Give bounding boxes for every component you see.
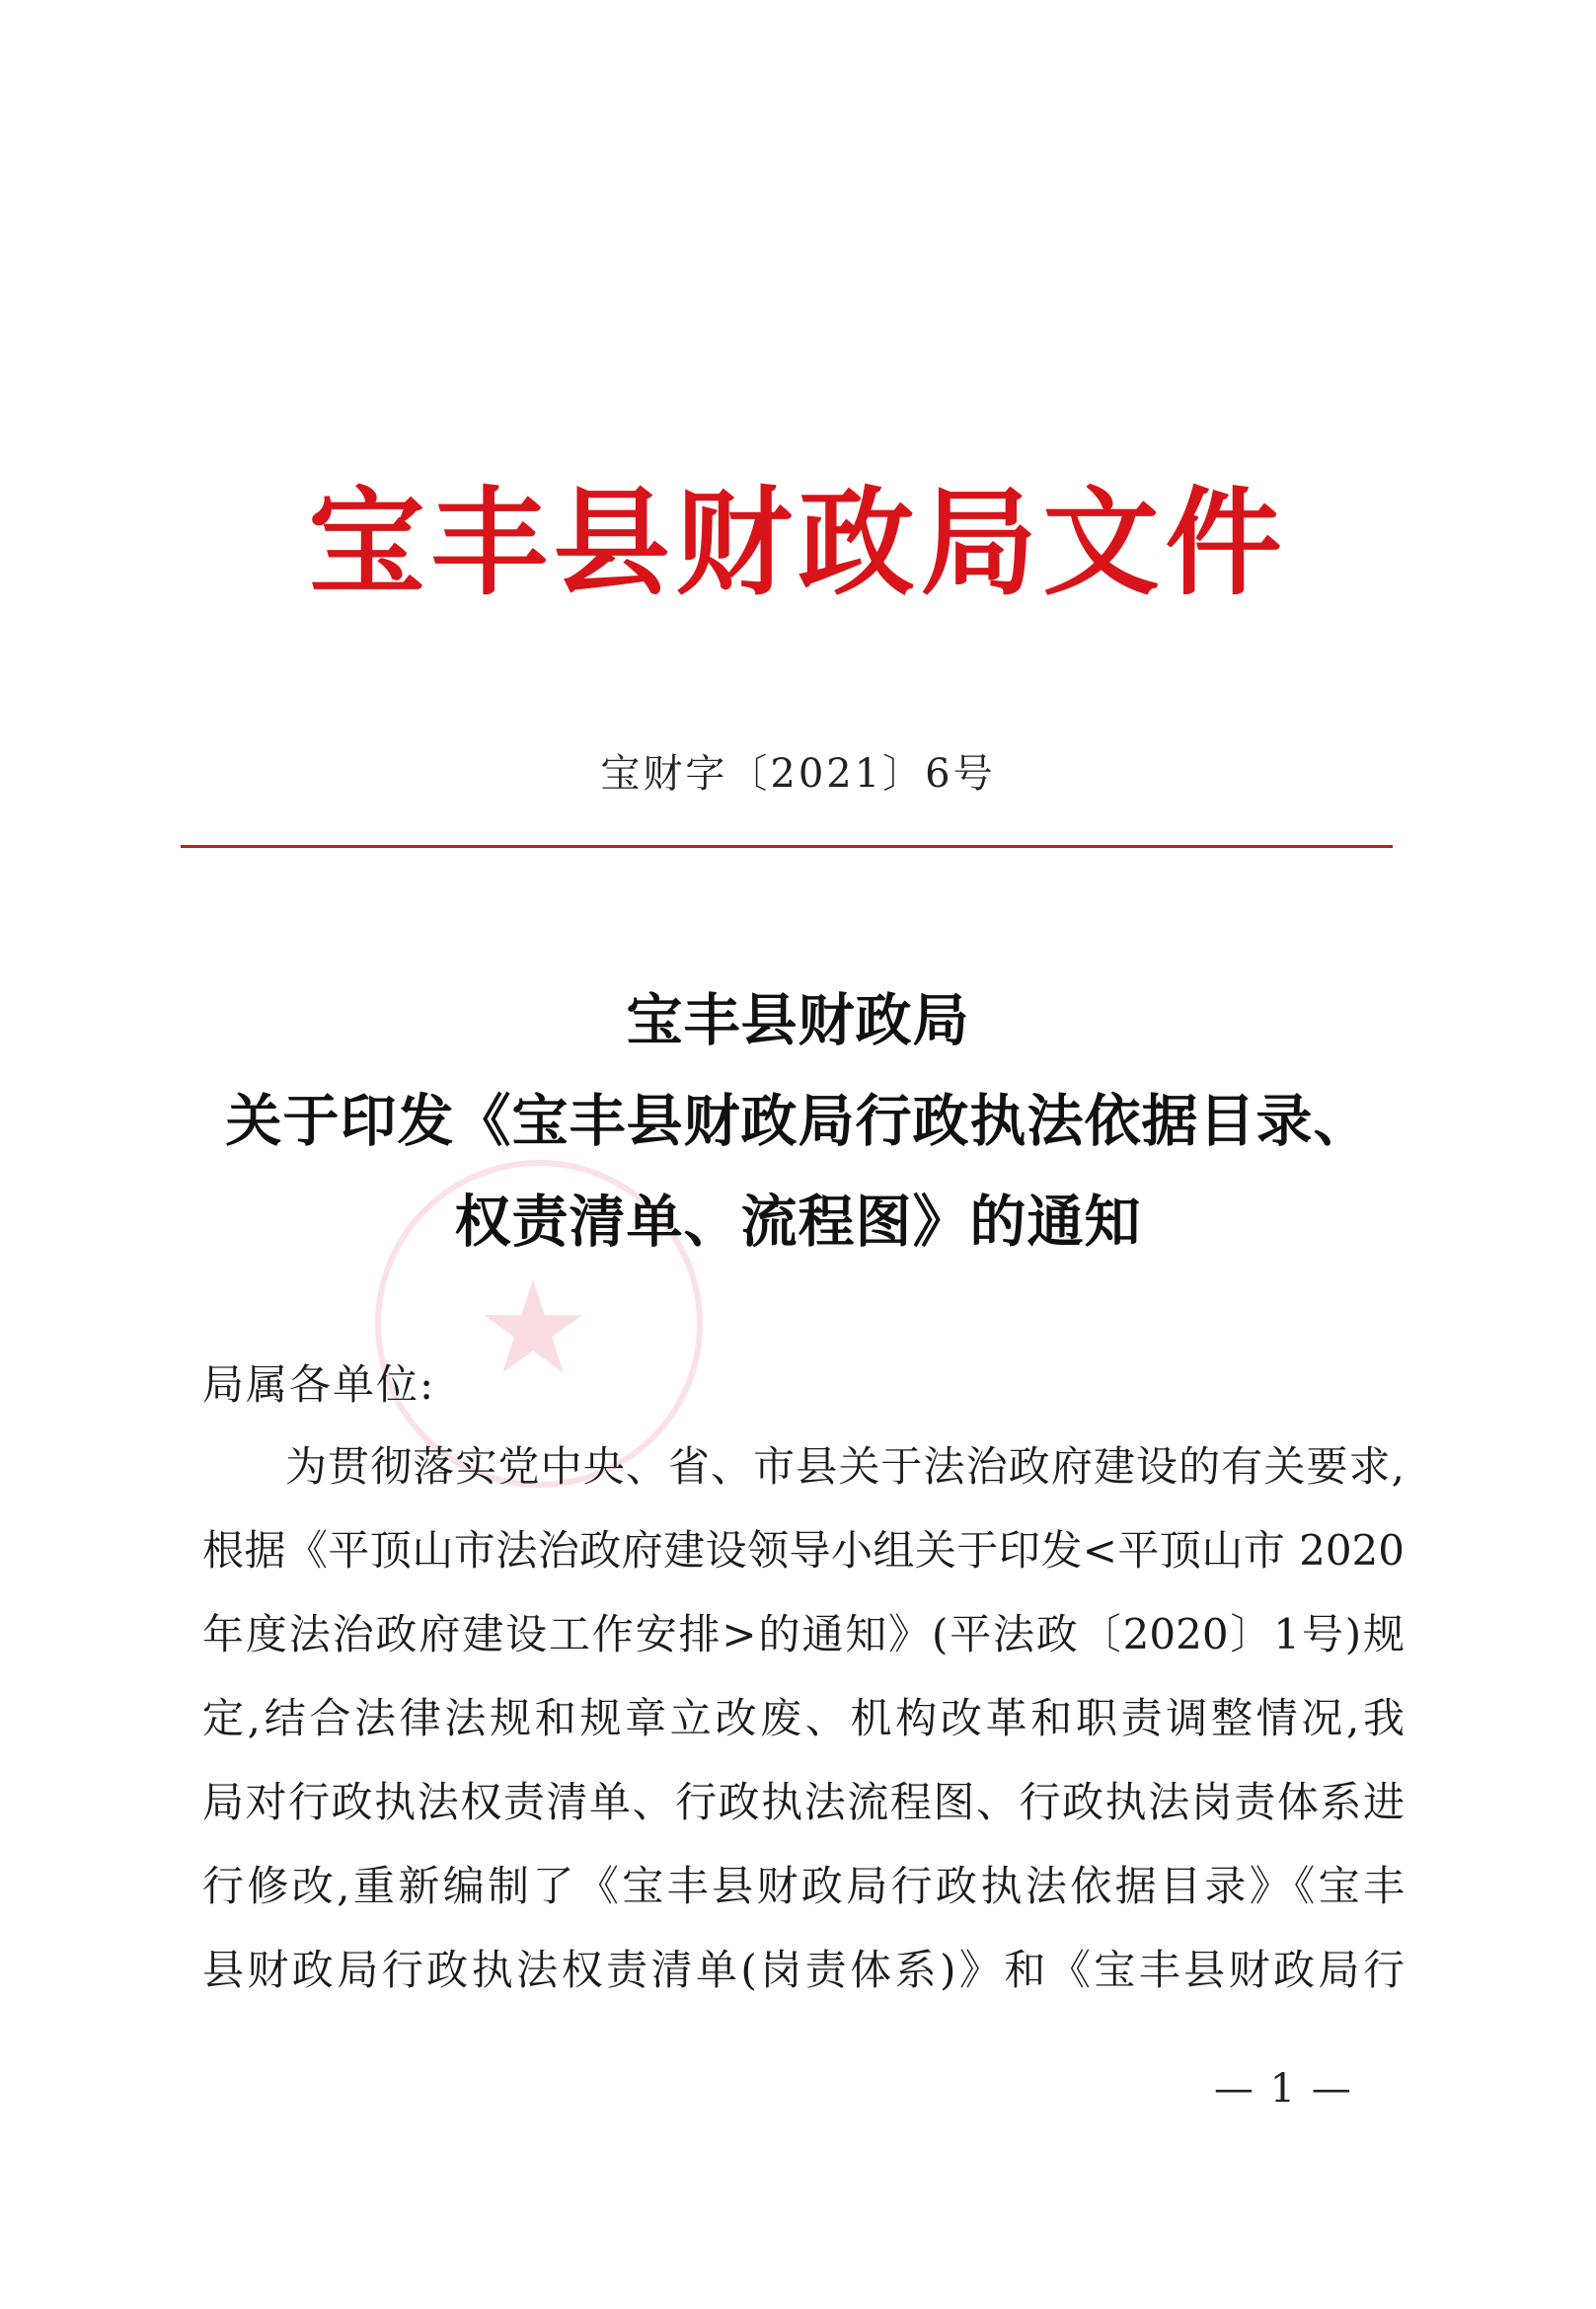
body-text-line: 定,结合法律法规和规章立改废、机构改革和职责调整情况,我 — [202, 1694, 1405, 1742]
subject-title-line-1: 宝丰县财政局 — [626, 988, 970, 1053]
body-text-line: 行修改,重新编制了《宝丰县财政局行政执法依据目录》《宝丰 — [202, 1862, 1405, 1910]
subject-title-line-3: 权责清单、流程图》的通知 — [454, 1190, 1142, 1255]
salutation: 局属各单位: — [202, 1360, 436, 1409]
body-text-line: 县财政局行政执法权责清单(岗责体系)》和《宝丰县财政局行 — [202, 1946, 1405, 1994]
document-number: 宝财字〔2021〕6号 — [600, 751, 996, 797]
body-text-line: 为贯彻落实党中央、省、市县关于法治政府建设的有关要求, — [285, 1442, 1405, 1491]
document-header-title: 宝丰县财政局文件 — [308, 474, 1288, 611]
body-text-line: 局对行政执法权责清单、行政执法流程图、行政执法岗责体系进 — [202, 1778, 1405, 1826]
body-text-line: 根据《平顶山市法治政府建设领导小组关于印发<平顶山市 2020 — [202, 1526, 1405, 1575]
red-divider-rule — [181, 845, 1393, 848]
subject-title-line-2: 关于印发《宝丰县财政局行政执法依据目录、 — [225, 1089, 1371, 1154]
page-number: — 1 — — [1214, 2066, 1353, 2112]
body-text-line: 年度法治政府建设工作安排>的通知》(平法政〔2020〕1号)规 — [202, 1610, 1405, 1658]
seal-star-icon: ★ — [475, 1253, 591, 1403]
